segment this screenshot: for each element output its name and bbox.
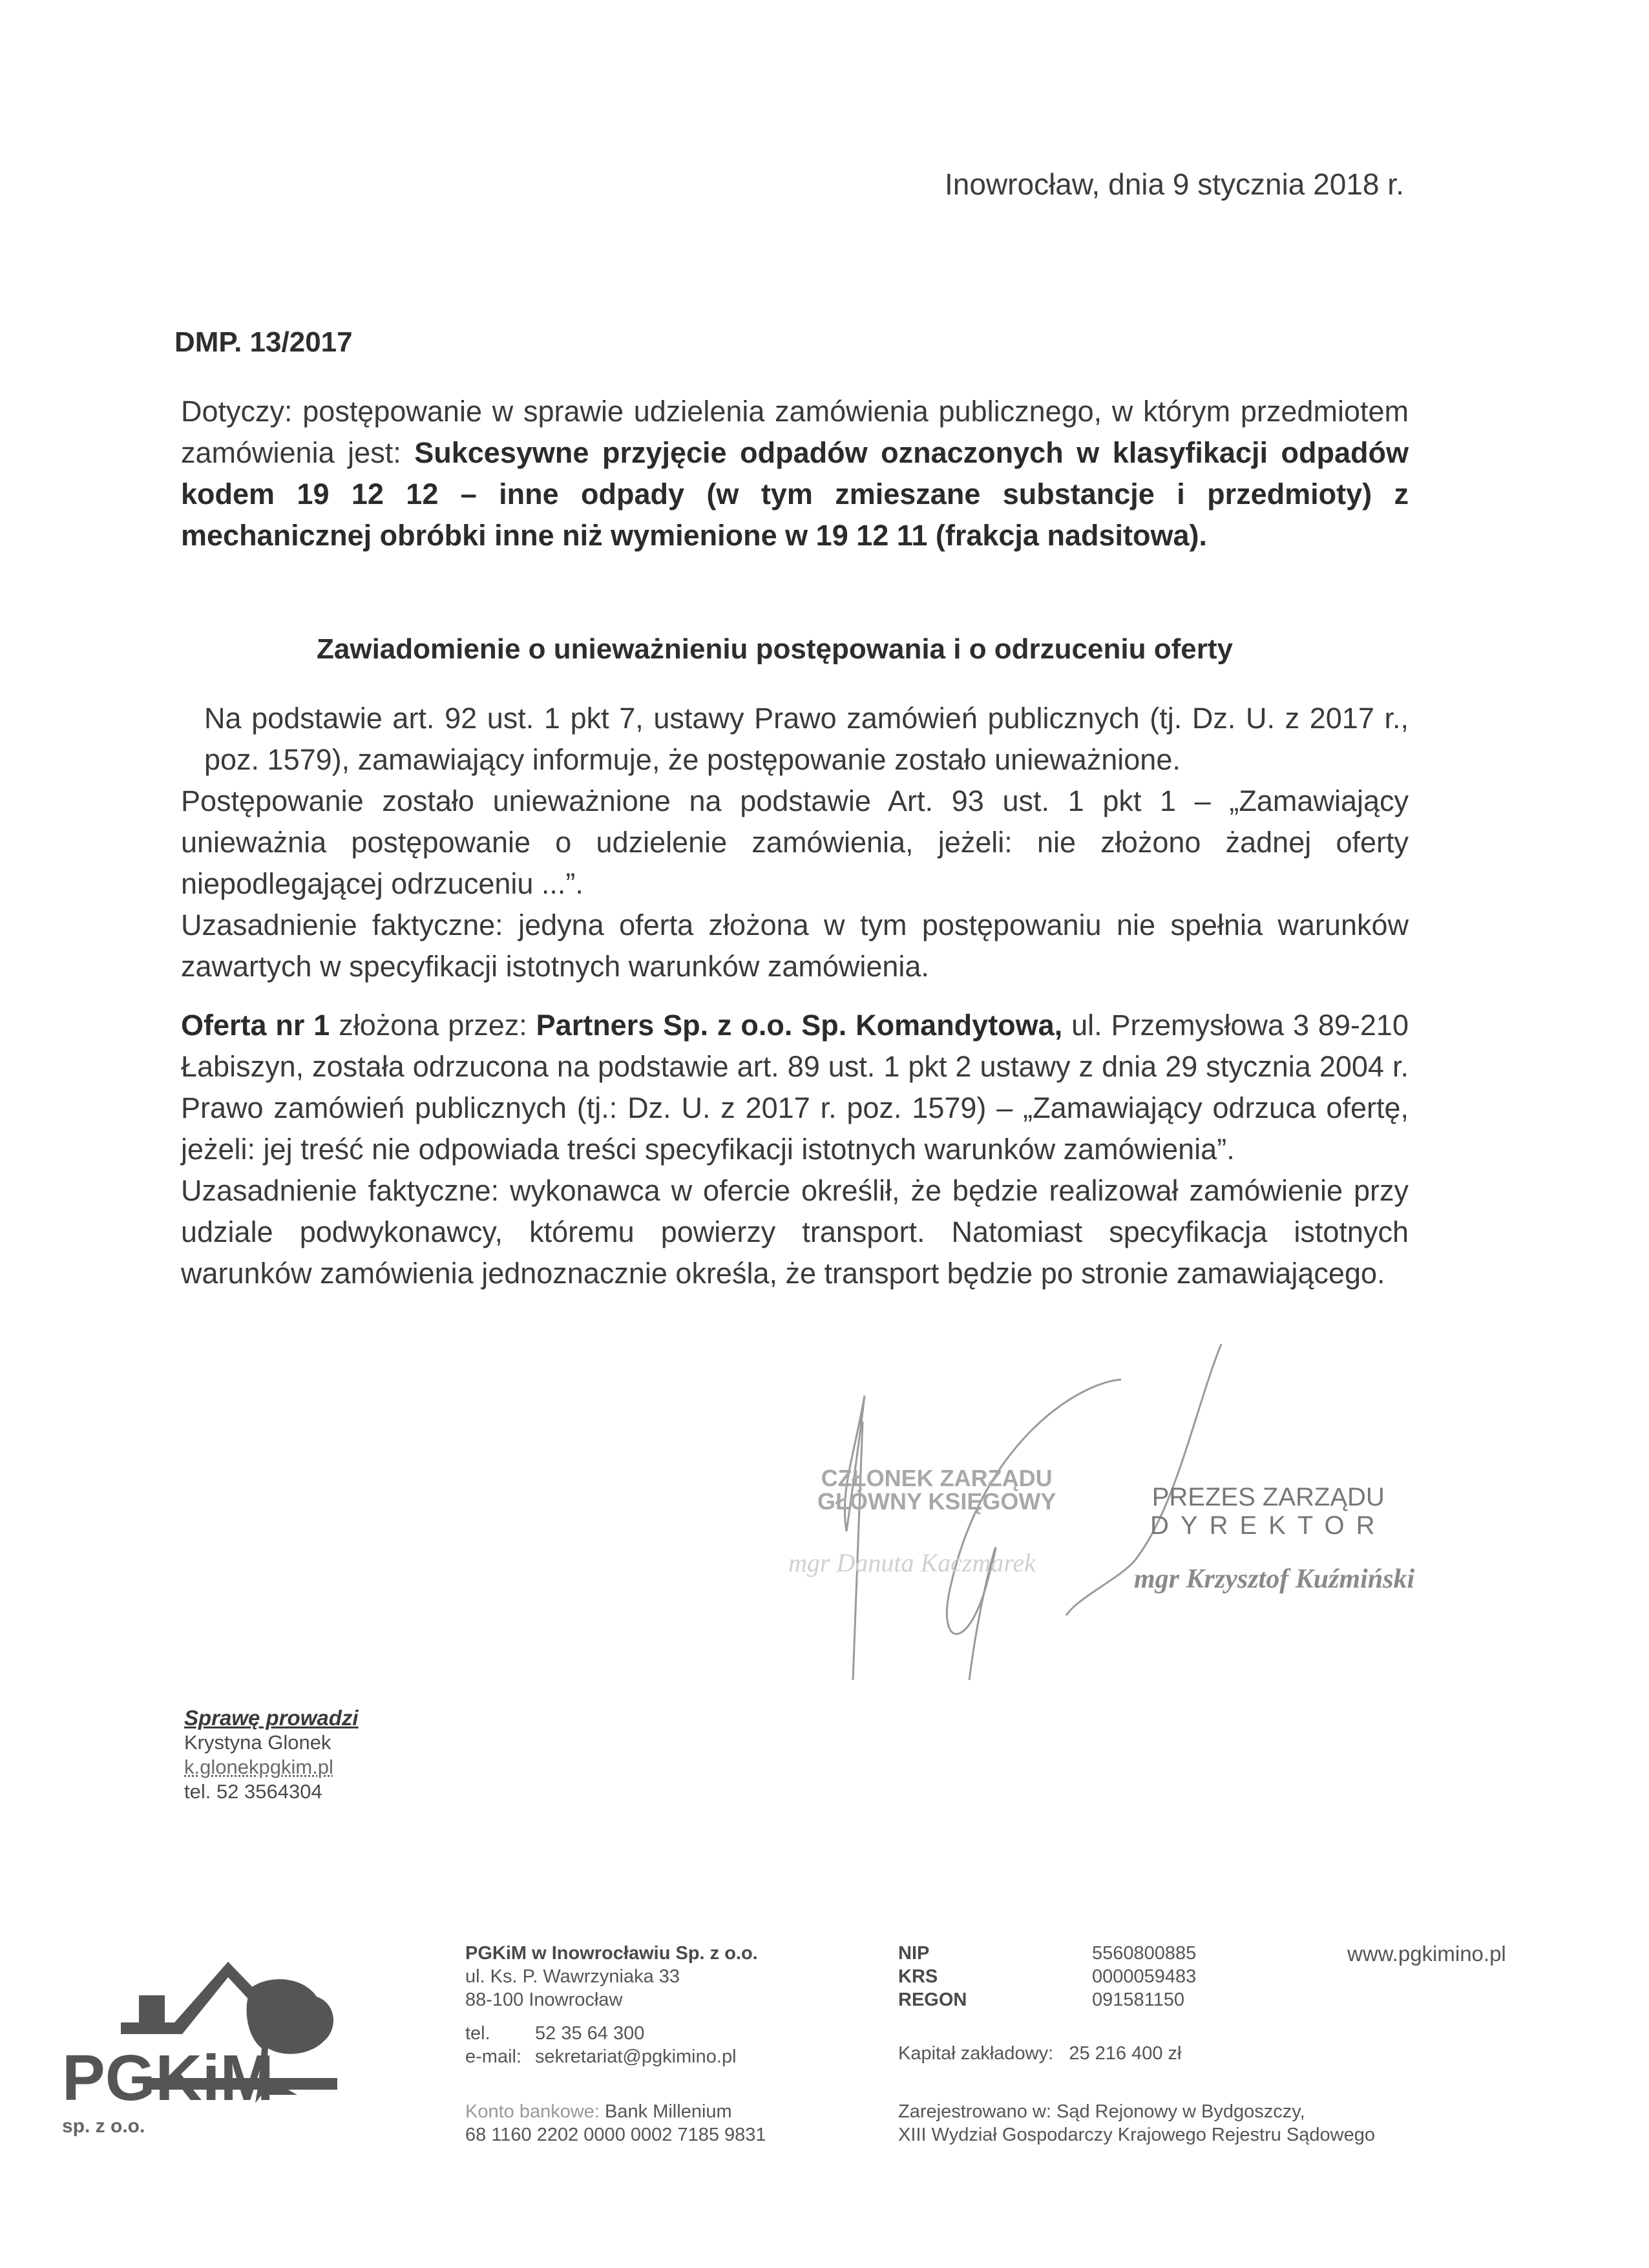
footer-capital-value: 25 216 400 zł bbox=[1069, 2043, 1182, 2064]
right-signature-loop bbox=[947, 1380, 1121, 1680]
contact-email[interactable]: k.glonekpgkim.pl bbox=[184, 1756, 333, 1778]
footer-registry bbox=[898, 1942, 1196, 2011]
contact-heading: Sprawę prowadzi bbox=[184, 1706, 359, 1730]
footer-tel-label: tel. bbox=[465, 2023, 490, 2044]
contact-phone: tel. 52 3564304 bbox=[184, 1780, 322, 1803]
logo-text: PGKiM bbox=[62, 2042, 274, 2114]
annulment-line-1: Na podstawie art. 92 ust. 1 pkt 7, ustawy Prawo zamówień publicznych (tj. Dz. U. z 2017 r., poz. 1579), zamawiający informuje, że postępowanie zostało unieważnione. bbox=[204, 702, 1409, 776]
footer-registration-line-2: XIII Wydział Gospodarczy Krajowego Rejestru Sądowego bbox=[898, 2125, 1375, 2145]
footer-bank-name: Bank Millenium bbox=[605, 2101, 732, 2122]
footer-nip-label: NIP bbox=[898, 1943, 930, 1964]
footer-company-name: PGKiM w Inowrocławiu Sp. z o.o. bbox=[465, 1943, 758, 1964]
footer-nip-value: 5560800885 bbox=[1092, 1943, 1197, 1964]
footer-email-value[interactable]: sekretariat@pgkimino.pl bbox=[535, 2046, 737, 2067]
footer-bank-label: Konto bankowe: bbox=[465, 2101, 600, 2122]
subject-paragraph bbox=[181, 391, 1409, 556]
footer-regon-value: 091581150 bbox=[1092, 1990, 1185, 2010]
company-logo bbox=[39, 1926, 452, 2145]
footer-capital bbox=[898, 2042, 1182, 2065]
subject-lead: Dotyczy: postępowanie w sprawie udzielenia zamówienia publicznego, w którym przedmiotem zamówienia jest: bbox=[181, 395, 1409, 469]
footer-capital-label: Kapitał zakładowy: bbox=[898, 2043, 1054, 2064]
footer-bank bbox=[465, 2100, 766, 2147]
annulment-line-2: Postępowanie zostało unieważnione na podstawie Art. 93 ust. 1 pkt 1 – „Zamawiający unieważnia postępowanie o udzielenie zamówienia, jeżeli: nie złożono żadnej oferty niepodlegającej odrzuceniu ...”. bbox=[181, 784, 1409, 900]
annulment-justification: Uzasadnienie faktyczne: jedyna oferta złożona w tym postępowaniu nie spełnia warunków zawartych w specyfikacji istotnych warunków zamówienia. bbox=[181, 908, 1409, 983]
footer-website[interactable]: www.pgkimino.pl bbox=[1347, 1942, 1506, 1966]
rejection-justification: Uzasadnienie faktyczne: wykonawca w ofercie określił, że będzie realizował zamówienie przy udziale podwykonawcy, któremu powierzy transport. Natomiast specyfikacja istotnych warunków zamówienia jednoznacznie określa, że transport będzie po stronie zamawiającego. bbox=[181, 1174, 1409, 1290]
right-stamp bbox=[1150, 1483, 1387, 1540]
right-stamp-line-1: PREZES ZARZĄDU bbox=[1151, 1483, 1385, 1511]
footer-tel-value: 52 35 64 300 bbox=[535, 2023, 645, 2044]
rejection-text: ul. Przemysłowa 3 89-210 Łabiszyn, została odrzucona na podstawie art. 89 ust. 1 pkt 2 ustawy z dnia 29 stycznia 2004 r. Prawo zamówień publicznych (tj.: Dz. U. z 2017 r. poz. 1579) – „Zamawiający odrzuca ofertę, jeżeli: jej treść nie odpowiada treści specyfikacji istotnych warunków zamówienia”. bbox=[181, 1009, 1409, 1166]
notice-title: Zawiadomienie o unieważnieniu postępowania i o odrzuceniu oferty bbox=[317, 633, 1233, 665]
left-signature-stroke bbox=[845, 1396, 865, 1680]
logo-subtext: sp. z o.o. bbox=[62, 2116, 145, 2137]
footer-registration bbox=[898, 2100, 1375, 2147]
offer-label: Oferta nr 1 bbox=[181, 1009, 330, 1042]
footer-regon-label: REGON bbox=[898, 1990, 967, 2010]
footer-krs-value: 0000059483 bbox=[1092, 1966, 1197, 1987]
left-stamp-line-1: CZŁONEK ZARZĄDU bbox=[821, 1465, 1053, 1491]
left-stamp-line-2: GŁÓWNY KSIĘGOWY bbox=[817, 1488, 1056, 1515]
offer-company: Partners Sp. z o.o. Sp. Komandytowa, bbox=[536, 1009, 1063, 1042]
subject-bold: Sukcesywne przyjęcie odpadów oznaczonych w klasyfikacji odpadów kodem 19 12 12 – inne odpady (w tym zmieszane substancje i przedmioty) z mechanicznej obróbki inne niż wymienione w 19 12 11 (frakcja nadsitowa). bbox=[181, 436, 1409, 552]
date-line: Inowrocław, dnia 9 stycznia 2018 r. bbox=[945, 167, 1404, 201]
annulment-paragraph bbox=[181, 698, 1409, 987]
left-signatory-name: mgr Danuta Kaczmarek bbox=[788, 1548, 1036, 1577]
rejection-paragraph bbox=[181, 1005, 1409, 1294]
footer-bank-account: 68 1160 2202 0000 0002 7185 9831 bbox=[465, 2125, 766, 2145]
footer-street: ul. Ks. P. Wawrzyniaka 33 bbox=[465, 1966, 680, 1987]
right-signatory-name: mgr Krzysztof Kuźmiński bbox=[1134, 1564, 1415, 1594]
contact-name: Krystyna Glonek bbox=[184, 1731, 331, 1754]
footer-registration-line-1: Zarejestrowano w: Sąd Rejonowy w Bydgoszczy, bbox=[898, 2101, 1305, 2122]
footer-city: 88-100 Inowrocław bbox=[465, 1990, 623, 2010]
reference-number: DMP. 13/2017 bbox=[174, 326, 353, 358]
left-stamp bbox=[817, 1467, 1056, 1513]
footer-email-label: e-mail: bbox=[465, 2046, 522, 2067]
right-stamp-line-2: DYREKTOR bbox=[1150, 1511, 1387, 1540]
submitted-by: złożona przez: bbox=[330, 1009, 536, 1042]
footer-company-info bbox=[465, 1942, 758, 2068]
footer-krs-label: KRS bbox=[898, 1966, 938, 1987]
contact-block bbox=[184, 1706, 359, 1804]
